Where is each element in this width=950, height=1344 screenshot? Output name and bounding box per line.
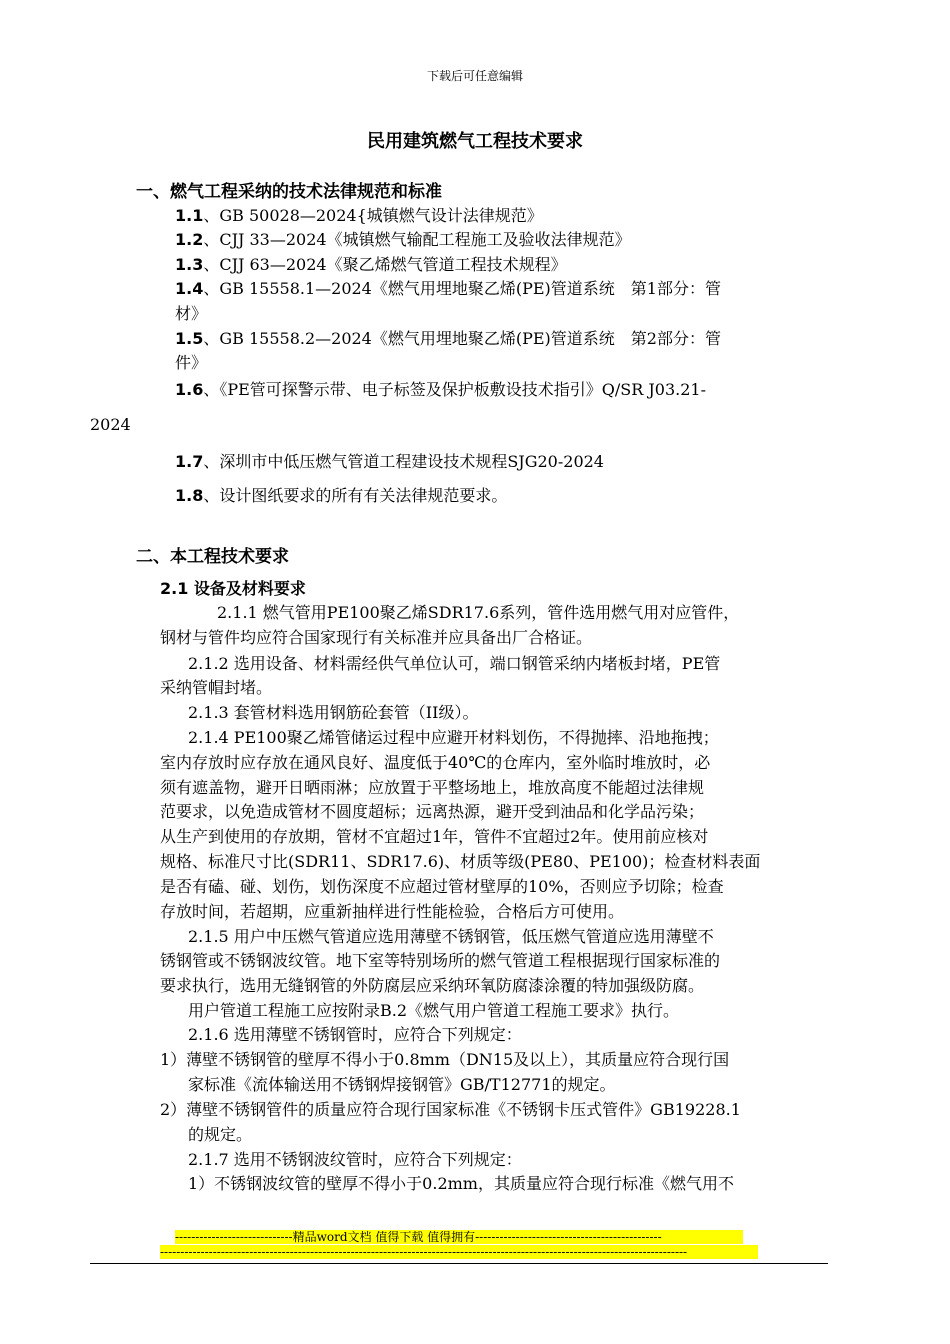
ref-item: 1.5、GB 15558.2—2024《燃气用埋地聚乙烯(PE)管道系统 第2部分：管	[175, 329, 721, 348]
section2-subheading: 2.1 设备及材料要求	[160, 579, 306, 598]
footer-rule	[90, 1263, 828, 1264]
body-line: 是否有磕、碰、划伤，划伤深度不应超过管材壁厚的10%，否则应予切除；检查	[160, 877, 724, 896]
body-line: 范要求，以免造成管材不圆度超标；远离热源，避开受到油品和化学品污染；	[160, 802, 705, 821]
body-line: 锈钢管或不锈钢波纹管。地下室等特别场所的燃气管道工程根据现行国家标准的	[160, 951, 721, 970]
ref-item: 1.4、GB 15558.1—2024《燃气用埋地聚乙烯(PE)管道系统 第1部分：管	[175, 279, 721, 298]
ref-item: 1.6、《PE管可探警示带、电子标签及保护板敷设技术指引》Q/SR J03.21-	[175, 380, 707, 399]
body-line: 采纳管帽封堵。	[160, 678, 273, 697]
ref-item: 1.3、CJJ 63—2024《聚乙烯燃气管道工程技术规程》	[175, 255, 567, 274]
body-line: 钢材与管件均应符合国家现行有关标准并应具备出厂合格证。	[160, 628, 593, 647]
body-line: 2.1.3 套管材料选用钢筋砼套管（II级）。	[188, 703, 479, 722]
footer-dashes: ----------------------------------------------------------------------------------------------------------------------------------	[160, 1245, 758, 1259]
body-line: 2.1.4 PE100聚乙烯管储运过程中应避开材料划伤，不得抛摔、沿地拖拽；	[188, 728, 719, 747]
section1-heading: 一、燃气工程采纳的技术法律规范和标准	[136, 182, 442, 202]
body-line: 2.1.2 选用设备、材料需经供气单位认可，端口钢管采纳内堵板封堵，PE管	[188, 654, 721, 673]
body-line: 须有遮盖物，避开日晒雨淋；应放置于平整场地上，堆放高度不能超过法律规	[160, 778, 705, 797]
section2-heading: 二、本工程技术要求	[136, 547, 289, 567]
body-line: 从生产到使用的存放期，管材不宜超过1年，管件不宜超过2年。使用前应核对	[160, 827, 709, 846]
ref-item: 1.2、CJJ 33—2024《城镇燃气输配工程施工及验收法律规范》	[175, 230, 631, 249]
ref-item-continuation: 2024	[90, 415, 131, 434]
ref-item-continuation: 件》	[175, 353, 208, 372]
body-line: 1）薄壁不锈钢管的壁厚不得小于0.8mm（DN15及以上），其质量应符合现行国	[160, 1050, 730, 1069]
footer-banner: -----------------------------精品word文档 值得下载 值得拥有----------------------------------------------	[175, 1230, 743, 1244]
ref-item: 1.8、设计图纸要求的所有有关法律规范要求。	[175, 486, 508, 505]
body-line: 2.1.5 用户中压燃气管道应选用薄壁不锈钢管，低压燃气管道应选用薄壁不	[188, 927, 714, 946]
body-line: 存放时间，若超期，应重新抽样进行性能检验，合格后方可使用。	[160, 902, 625, 921]
body-line: 用户管道工程施工应按附录B.2《燃气用户管道工程施工要求》执行。	[188, 1001, 680, 1020]
body-line: 要求执行，选用无缝钢管的外防腐层应采纳环氧防腐漆涂覆的特加强级防腐。	[160, 976, 705, 995]
ref-item-continuation: 材》	[175, 304, 208, 323]
body-line: 室内存放时应存放在通风良好、温度低于40℃的仓库内，室外临时堆放时，必	[160, 753, 711, 772]
header-note: 下载后可任意编辑	[426, 69, 523, 83]
body-line: 规格、标准尺寸比(SDR11、SDR17.6)、材质等级(PE80、PE100)；检查材料表面	[160, 852, 761, 871]
body-line: 的规定。	[188, 1125, 253, 1144]
ref-item: 1.1、GB 50028—2024{城镇燃气设计法律规范》	[175, 206, 543, 225]
body-line: 家标准《流体输送用不锈钢焊接钢管》GB/T12771的规定。	[188, 1075, 616, 1094]
body-line: 2）薄壁不锈钢管件的质量应符合现行国家标准《不锈钢卡压式管件》GB19228.1	[160, 1100, 741, 1119]
body-line: 2.1.1 燃气管用PE100聚乙烯SDR17.6系列，管件选用燃气用对应管件，	[217, 603, 740, 622]
body-line: 2.1.7 选用不锈钢波纹管时，应符合下列规定：	[188, 1150, 522, 1169]
document-title: 民用建筑燃气工程技术要求	[367, 131, 583, 152]
body-line: 2.1.6 选用薄壁不锈钢管时，应符合下列规定：	[188, 1025, 522, 1044]
ref-item: 1.7、深圳市中低压燃气管道工程建设技术规程SJG20-2024	[175, 452, 604, 471]
body-line: 1）不锈钢波纹管的壁厚不得小于0.2mm，其质量应符合现行标准《燃气用不	[188, 1174, 734, 1193]
